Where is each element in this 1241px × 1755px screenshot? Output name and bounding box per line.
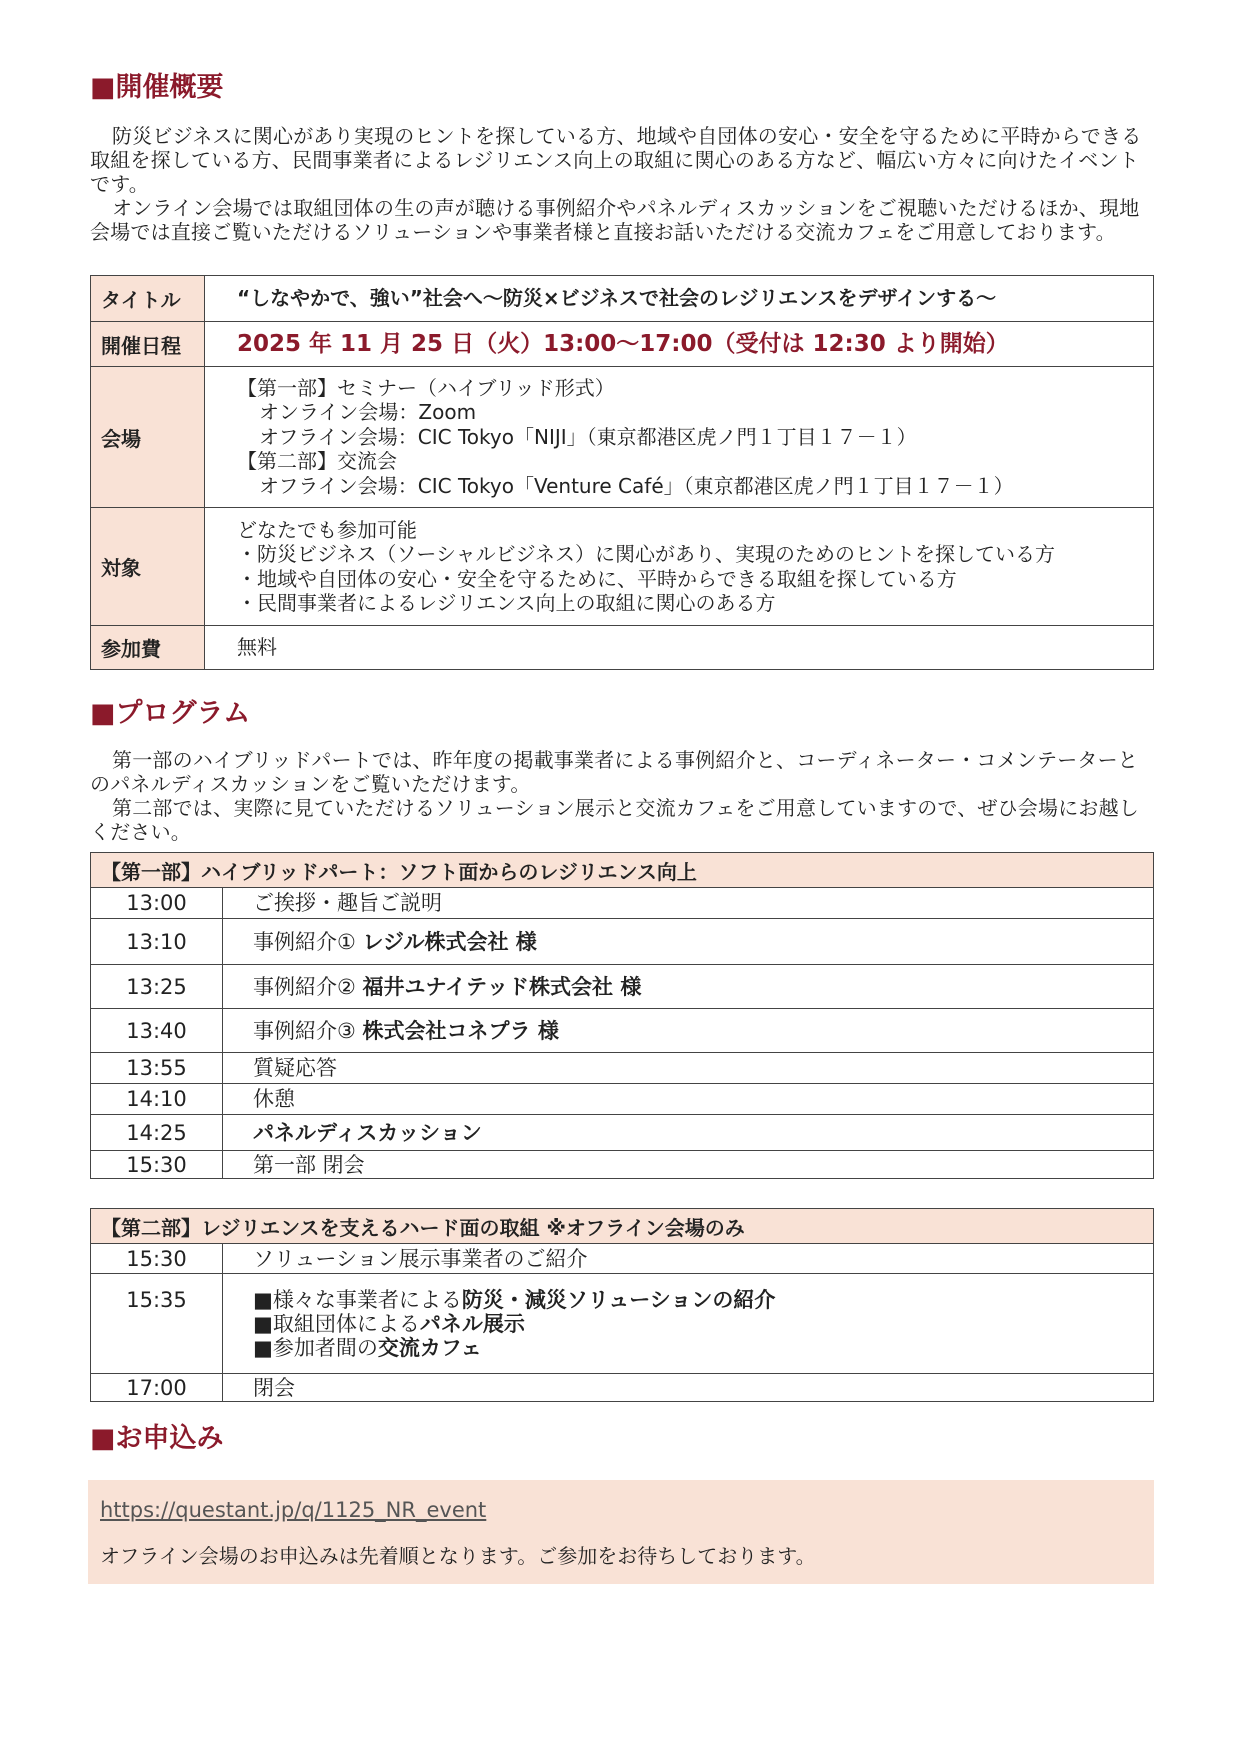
overview-text — [90, 124, 1150, 244]
item-prefix: 事例紹介③ — [253, 1018, 356, 1043]
schedule-item: ソリューション展示事業者のご紹介 — [223, 1244, 1154, 1274]
table-row — [91, 1115, 1154, 1151]
schedule-time: 14:25 — [91, 1115, 223, 1151]
venue-line: オフライン会場：CIC Tokyo「Venture Café」（東京都港区虎ノ門１丁目１７－１） — [259, 473, 1014, 498]
title-cell — [205, 276, 1154, 322]
activity-highlight: 交流カフェ — [377, 1336, 482, 1360]
activity-prefix: ■参加者間の — [253, 1336, 378, 1360]
schedule-item: 閉会 — [223, 1374, 1154, 1402]
schedule-time: 13:25 — [91, 965, 223, 1009]
overview-paragraph: 防災ビジネスに関心があり実現のヒントを探している方、地域や自団体の安心・安全を守るために平時からできる取組を探している方、民間事業者によるレジリエンス向上の取組に関心のある方など、幅広い方々に向けたイベントです。 — [90, 124, 1142, 196]
table-row — [91, 1009, 1154, 1053]
part1-header-row — [91, 853, 1154, 888]
table-row — [91, 888, 1154, 919]
event-date: 2025 年 11 月 25 日（火）13:00～17:00 — [237, 330, 713, 357]
part1-schedule-table — [90, 852, 1154, 1179]
schedule-time: 13:40 — [91, 1009, 223, 1053]
fee-row — [91, 626, 1154, 670]
activity-line — [253, 1312, 1153, 1336]
schedule-time: 17:00 — [91, 1374, 223, 1402]
date-label: 開催日程 — [91, 322, 205, 367]
item-prefix: 事例紹介① — [253, 929, 356, 954]
presenter-name: レジル株式会社 様 — [362, 929, 537, 954]
schedule-time: 14:10 — [91, 1084, 223, 1115]
presenter-name: 株式会社コネプラ 様 — [362, 1018, 559, 1043]
schedule-item: ご挨拶・趣旨ご説明 — [223, 888, 1154, 919]
table-row — [91, 1084, 1154, 1115]
venue-label: 会場 — [91, 367, 205, 508]
target-line: どなたでも参加可能 — [237, 517, 417, 542]
schedule-item — [223, 1009, 1154, 1053]
presenter-name: 福井ユナイテッド株式会社 様 — [362, 974, 642, 999]
overview-paragraph: オンライン会場では取組団体の生の声が聴ける事例紹介やパネルディスカッションをご視聴いただけるほか、現地会場では直接ご覧いただけるソリューションや事業者様と直接お話いただける交流カフェをご用意しております。 — [90, 196, 1140, 244]
part2-header-row — [91, 1209, 1154, 1244]
schedule-time: 15:30 — [91, 1151, 223, 1179]
schedule-time: 15:35 — [91, 1274, 223, 1374]
schedule-time: 13:55 — [91, 1053, 223, 1084]
table-row — [91, 965, 1154, 1009]
program-text — [90, 748, 1150, 844]
target-label: 対象 — [91, 508, 205, 626]
event-title: “しなやかで、強い”社会へ～防災×ビジネスで社会のレジリエンスをデザインする～ — [237, 286, 997, 311]
table-row — [91, 1053, 1154, 1084]
venue-line: 【第二部】交流会 — [237, 449, 397, 474]
activity-prefix: ■様々な事業者による — [253, 1288, 462, 1312]
reception-note: （受付は 12:30 より開始） — [712, 330, 1009, 357]
part2-header: 【第二部】レジリエンスを支えるハード面の取組 ※オフライン会場のみ — [91, 1209, 1154, 1244]
target-cell — [205, 508, 1154, 626]
venue-cell — [205, 367, 1154, 508]
schedule-item — [223, 1274, 1154, 1374]
apply-heading: ■お申込み — [90, 1423, 224, 1454]
venue-line: 【第一部】セミナー（ハイブリッド形式） — [237, 375, 615, 400]
apply-link[interactable]: https://questant.jp/q/1125_NR_event — [100, 1498, 487, 1522]
item-prefix: 事例紹介② — [253, 974, 356, 999]
venue-line: オフライン会場：CIC Tokyo「NIJI」（東京都港区虎ノ門１丁目１７－１） — [259, 424, 917, 449]
panel-discussion: パネルディスカッション — [253, 1120, 482, 1145]
fee-value: 無料 — [205, 626, 1154, 670]
program-paragraph: 第二部では、実際に見ていただけるソリューション展示と交流カフェをご用意していますので、ぜひ会場にお越しください。 — [90, 796, 1139, 844]
title-label: タイトル — [91, 276, 205, 322]
schedule-time: 13:10 — [91, 919, 223, 965]
target-line: ・地域や自団体の安心・安全を守るために、平時からできる取組を探している方 — [237, 566, 957, 591]
program-paragraph: 第一部のハイブリッドパートでは、昨年度の掲載事業者による事例紹介と、コーディネーター・コメンテーターとのパネルディスカッションをご覧いただけます。 — [90, 748, 1138, 796]
activity-highlight: パネル展示 — [419, 1312, 525, 1336]
schedule-item — [223, 965, 1154, 1009]
schedule-item — [223, 919, 1154, 965]
table-row — [91, 1274, 1154, 1374]
program-heading: ■プログラム — [90, 698, 251, 729]
fee-label: 参加費 — [91, 626, 205, 670]
apply-note: オフライン会場のお申込みは先着順となります。ご参加をお待ちしております。 — [100, 1544, 816, 1568]
target-line: ・防災ビジネス（ソーシャルビジネス）に関心があり、実現のためのヒントを探している方 — [237, 542, 1055, 566]
activity-line — [253, 1288, 1153, 1312]
overview-heading: ■開催概要 — [90, 72, 224, 103]
table-row — [91, 1374, 1154, 1402]
schedule-time: 15:30 — [91, 1244, 223, 1274]
schedule-item: 質疑応答 — [223, 1053, 1154, 1084]
schedule-item — [223, 1115, 1154, 1151]
target-row — [91, 508, 1154, 626]
venue-row — [91, 367, 1154, 508]
title-row — [91, 276, 1154, 322]
apply-box — [88, 1480, 1154, 1584]
date-cell — [205, 322, 1154, 367]
target-line: ・民間事業者によるレジリエンス向上の取組に関心のある方 — [237, 591, 776, 615]
schedule-item: 第一部 閉会 — [223, 1151, 1154, 1179]
schedule-time: 13:00 — [91, 888, 223, 919]
table-row — [91, 1244, 1154, 1274]
table-row — [91, 1151, 1154, 1179]
table-row — [91, 919, 1154, 965]
schedule-item: 休憩 — [223, 1084, 1154, 1115]
activity-highlight: 防災・減災ソリューションの紹介 — [461, 1288, 776, 1312]
part1-header: 【第一部】ハイブリッドパート：ソフト面からのレジリエンス向上 — [91, 853, 1154, 888]
venue-line: オンライン会場：Zoom — [259, 400, 477, 425]
event-info-table — [90, 275, 1154, 670]
part2-schedule-table — [90, 1208, 1154, 1402]
activity-line — [253, 1336, 1153, 1360]
activity-prefix: ■取組団体による — [253, 1312, 420, 1336]
date-row — [91, 322, 1154, 367]
